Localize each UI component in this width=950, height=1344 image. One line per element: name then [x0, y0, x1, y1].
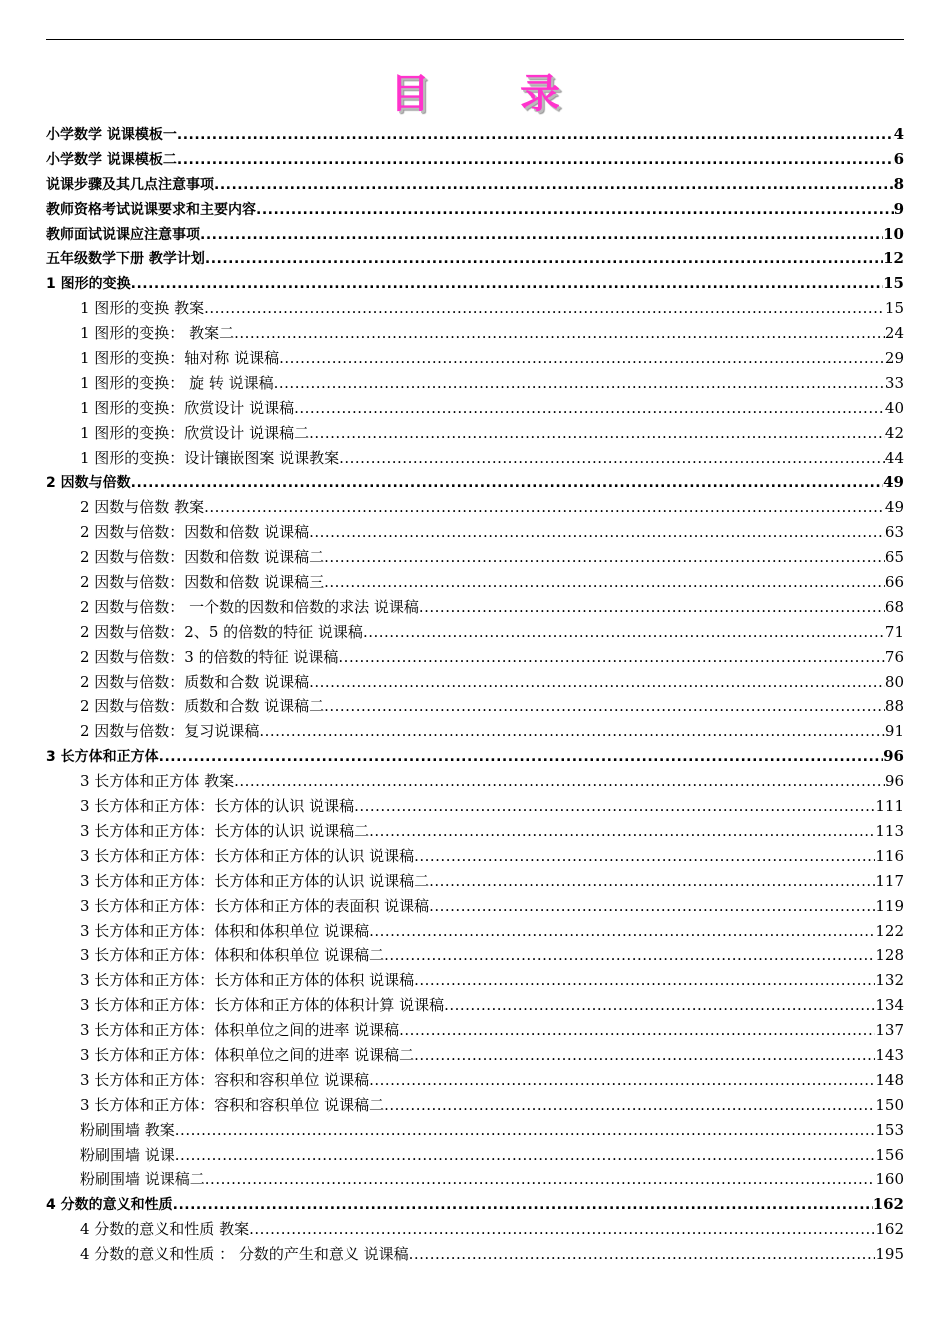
toc-entry[interactable]: [46, 794, 904, 819]
toc-entry-page: 160: [875, 1170, 904, 1189]
toc-entry-title: 1 图形的变换： 教案二: [80, 324, 235, 343]
toc-entry-title: 3 长方体和正方体：容积和容积单位 说课稿: [80, 1070, 370, 1089]
toc-leader-dots: [429, 869, 875, 894]
toc-entry[interactable]: [46, 1118, 904, 1143]
toc-entry-title: 小学数学 说课模板一: [46, 127, 177, 143]
toc-leader-dots: [419, 595, 885, 620]
toc-leader-dots: [309, 421, 885, 446]
toc-entry-title: 3 长方体和正方体：体积和体积单位 说课稿: [80, 921, 370, 940]
toc-leader-dots: [259, 719, 885, 744]
toc-entry-title: 教师资格考试说课要求和主要内容: [46, 201, 256, 218]
toc-entry-page: 71: [884, 622, 904, 641]
toc-entry[interactable]: [46, 694, 904, 719]
toc-entry-title: 粉刷围墙 教案: [80, 1120, 175, 1139]
toc-leader-dots: [204, 296, 885, 321]
toc-entry[interactable]: [46, 122, 904, 147]
toc-entry-page: 195: [875, 1245, 904, 1264]
toc-entry[interactable]: [46, 246, 904, 271]
toc-entry-page: 150: [875, 1095, 904, 1114]
toc-entry[interactable]: [46, 670, 904, 695]
toc-entry-page: 42: [884, 423, 904, 442]
toc-entry-title: 教师面试说课应注意事项: [46, 226, 200, 243]
toc-entry-title: 1 图形的变换：设计镶嵌图案 说课教案: [80, 448, 340, 467]
page-title: 目 录: [390, 71, 598, 117]
toc-leader-dots: [354, 794, 875, 819]
toc-entry-page: 96: [883, 747, 904, 766]
toc-entry-title: 2 因数与倍数：因数和倍数 说课稿三: [80, 573, 325, 592]
toc-entry[interactable]: [46, 645, 904, 670]
toc-entry[interactable]: [46, 197, 904, 222]
toc-entry[interactable]: [46, 495, 904, 520]
toc-leader-dots: [369, 1068, 875, 1093]
toc-entry[interactable]: [46, 595, 904, 620]
toc-entry-title: 4 分数的意义和性质: [46, 1197, 173, 1214]
toc-entry-page: 40: [884, 398, 904, 417]
toc-entry-title: 2 因数与倍数：质数和合数 说课稿: [80, 672, 310, 691]
toc-entry-title: 2 因数与倍数 教案: [80, 498, 205, 517]
toc-entry-title: 4 分数的意义和性质 教案: [80, 1220, 250, 1239]
toc-entry-title: 说课步骤及其几点注意事项: [46, 176, 214, 193]
toc-entry-page: 10: [883, 224, 904, 243]
toc-entry-page: 49: [884, 498, 904, 517]
toc-entry-title: 2 因数与倍数：3 的倍数的特征 说课稿: [80, 647, 339, 666]
toc-entry[interactable]: [46, 421, 904, 446]
toc-entry-page: 33: [884, 373, 904, 392]
toc-entry-page: 65: [884, 548, 904, 567]
toc-entry-page: 156: [875, 1145, 904, 1164]
toc-entry[interactable]: [46, 869, 904, 894]
toc-entry-title: 1 图形的变换：轴对称 说课稿: [80, 349, 280, 368]
toc-entry[interactable]: [46, 894, 904, 919]
toc-entry[interactable]: [46, 271, 904, 296]
table-of-contents: [46, 122, 904, 1267]
toc-entry[interactable]: [46, 844, 904, 869]
toc-entry-title: 1 图形的变换： 旋 转 说课稿: [80, 373, 274, 392]
toc-leader-dots: [369, 819, 875, 844]
toc-entry-title: 1 图形的变换 教案: [80, 299, 205, 318]
toc-leader-dots: [274, 371, 885, 396]
toc-entry-page: 153: [875, 1120, 904, 1139]
toc-leader-dots: [369, 919, 875, 944]
toc-entry-page: 162: [872, 1195, 904, 1214]
toc-entry[interactable]: [46, 1143, 904, 1168]
toc-entry-page: 6: [893, 149, 904, 168]
toc-entry-page: 96: [884, 772, 904, 791]
toc-entry-page: 111: [875, 797, 904, 816]
toc-entry-title: 粉刷围墙 说课稿二: [80, 1170, 205, 1189]
toc-entry[interactable]: [46, 446, 904, 471]
toc-entry-title: 1 图形的变换：欣赏设计 说课稿: [80, 398, 295, 417]
toc-entry[interactable]: [46, 1242, 904, 1267]
toc-entry-page: 143: [875, 1045, 904, 1064]
toc-entry[interactable]: [46, 396, 904, 421]
toc-entry[interactable]: [46, 620, 904, 645]
toc-entry[interactable]: [46, 371, 904, 396]
toc-entry[interactable]: [46, 1093, 904, 1118]
toc-entry-page: 88: [884, 697, 904, 716]
toc-leader-dots: [324, 545, 885, 570]
toc-entry-page: 15: [883, 274, 904, 293]
toc-leader-dots: [409, 1242, 876, 1267]
toc-entry-title: 2 因数与倍数：质数和合数 说课稿二: [80, 697, 325, 716]
toc-entry[interactable]: [46, 545, 904, 570]
toc-entry-page: 113: [875, 821, 904, 840]
toc-entry-page: 12: [883, 249, 904, 268]
toc-leader-dots: [279, 346, 885, 371]
toc-entry-page: 137: [875, 1021, 904, 1040]
toc-entry[interactable]: [46, 819, 904, 844]
toc-entry-title: 2 因数与倍数：因数和倍数 说课稿二: [80, 548, 325, 567]
toc-entry-title: 粉刷围墙 说课: [80, 1145, 175, 1164]
toc-leader-dots: [205, 1167, 876, 1192]
toc-leader-dots: [256, 198, 894, 223]
toc-entry-page: 132: [875, 971, 904, 990]
toc-leader-dots: [177, 148, 894, 173]
toc-entry-page: 162: [875, 1220, 904, 1239]
toc-leader-dots: [384, 1093, 875, 1118]
toc-entry-title: 3 长方体和正方体 教案: [80, 772, 235, 791]
toc-entry-title: 2 因数与倍数：因数和倍数 说课稿: [80, 523, 310, 542]
toc-entry[interactable]: [46, 222, 904, 247]
toc-entry[interactable]: [46, 968, 904, 993]
toc-entry-title: 3 长方体和正方体：长方体的认识 说课稿: [80, 797, 355, 816]
toc-entry-title: 五年级数学下册 教学计划: [46, 251, 205, 268]
toc-entry-title: 4 分数的意义和性质 ： 分数的产生和意义 说课稿: [80, 1245, 409, 1264]
toc-leader-dots: [324, 694, 885, 719]
toc-leader-dots: [414, 1043, 875, 1068]
toc-leader-dots: [131, 471, 884, 496]
toc-leader-dots: [173, 1193, 873, 1218]
toc-entry[interactable]: [46, 1167, 904, 1192]
toc-entry-title: 3 长方体和正方体：长方体和正方体的体积计算 说课稿: [80, 996, 445, 1015]
toc-leader-dots: [175, 1118, 876, 1143]
toc-entry-title: 2 因数与倍数: [46, 475, 131, 492]
toc-entry[interactable]: [46, 769, 904, 794]
toc-entry-title: 2 因数与倍数：复习说课稿: [80, 722, 260, 741]
toc-leader-dots: [131, 272, 884, 297]
toc-entry-page: 15: [884, 299, 904, 318]
toc-leader-dots: [214, 173, 894, 198]
toc-entry-page: 116: [875, 846, 904, 865]
toc-entry-title: 3 长方体和正方体: [46, 749, 159, 766]
toc-entry-page: 117: [875, 871, 904, 890]
toc-entry-title: 1 图形的变换：欣赏设计 说课稿二: [80, 423, 310, 442]
toc-leader-dots: [429, 894, 875, 919]
toc-entry[interactable]: [46, 520, 904, 545]
toc-leader-dots: [205, 247, 883, 272]
toc-entry[interactable]: [46, 993, 904, 1018]
toc-entry-title: 3 长方体和正方体：体积单位之间的进率 说课稿: [80, 1021, 400, 1040]
toc-leader-dots: [249, 1217, 875, 1242]
toc-leader-dots: [363, 620, 885, 645]
toc-leader-dots: [175, 1143, 876, 1168]
toc-entry-page: 8: [893, 174, 904, 193]
toc-entry-page: 66: [884, 573, 904, 592]
toc-entry[interactable]: [46, 1192, 904, 1217]
toc-entry-page: 9: [893, 199, 904, 218]
toc-leader-dots: [294, 396, 885, 421]
toc-entry-page: 91: [884, 722, 904, 741]
toc-entry[interactable]: [46, 1018, 904, 1043]
toc-leader-dots: [309, 670, 885, 695]
toc-leader-dots: [204, 495, 885, 520]
toc-entry-page: 128: [875, 946, 904, 965]
toc-entry[interactable]: [46, 744, 904, 769]
toc-entry[interactable]: [46, 1043, 904, 1068]
toc-entry-title: 3 长方体和正方体：体积和体积单位 说课稿二: [80, 946, 385, 965]
toc-entry[interactable]: [46, 719, 904, 744]
toc-entry-page: 119: [875, 896, 904, 915]
toc-leader-dots: [384, 943, 875, 968]
toc-entry-title: 3 长方体和正方体：长方体和正方体的体积 说课稿: [80, 971, 415, 990]
toc-leader-dots: [200, 223, 883, 248]
toc-leader-dots: [414, 968, 875, 993]
toc-entry-title: 3 长方体和正方体：长方体和正方体的认识 说课稿二: [80, 871, 430, 890]
toc-entry-title: 1 图形的变换: [46, 276, 131, 293]
toc-entry-title: 3 长方体和正方体：长方体和正方体的认识 说课稿: [80, 846, 415, 865]
toc-entry-page: 148: [875, 1070, 904, 1089]
toc-leader-dots: [309, 520, 885, 545]
toc-entry-page: 80: [884, 672, 904, 691]
toc-leader-dots: [339, 446, 885, 471]
toc-entry-title: 3 长方体和正方体：体积单位之间的进率 说课稿二: [80, 1045, 415, 1064]
toc-leader-dots: [324, 570, 885, 595]
toc-leader-dots: [234, 769, 885, 794]
toc-entry-title: 3 长方体和正方体：长方体的认识 说课稿二: [80, 821, 370, 840]
toc-entry-page: 29: [884, 349, 904, 368]
toc-entry[interactable]: [46, 570, 904, 595]
toc-entry-page: 44: [884, 448, 904, 467]
toc-entry-page: 122: [875, 921, 904, 940]
toc-leader-dots: [338, 645, 885, 670]
toc-entry-title: 小学数学 说课模板二: [46, 151, 177, 168]
toc-entry[interactable]: [46, 296, 904, 321]
toc-entry[interactable]: [46, 1217, 904, 1242]
toc-entry[interactable]: [46, 1068, 904, 1093]
toc-entry-title: 3 长方体和正方体：容积和容积单位 说课稿二: [80, 1095, 385, 1114]
toc-entry[interactable]: [46, 943, 904, 968]
toc-entry-title: 2 因数与倍数：2、5 的倍数的特征 说课稿: [80, 622, 363, 641]
toc-entry-page: 68: [884, 597, 904, 616]
toc-entry[interactable]: [46, 172, 904, 197]
toc-entry-page: 76: [884, 647, 904, 666]
toc-entry-page: 63: [884, 523, 904, 542]
toc-entry-page: 49: [883, 473, 904, 492]
toc-leader-dots: [234, 321, 885, 346]
toc-entry[interactable]: [46, 470, 904, 495]
toc-entry-title: 2 因数与倍数： 一个数的因数和倍数的求法 说课稿: [80, 597, 419, 616]
toc-entry-page: 24: [884, 324, 904, 343]
toc-entry[interactable]: [46, 346, 904, 371]
toc-leader-dots: [399, 1018, 875, 1043]
toc-leader-dots: [177, 123, 894, 148]
toc-entry[interactable]: [46, 919, 904, 944]
toc-leader-dots: [444, 993, 875, 1018]
toc-leader-dots: [159, 745, 884, 770]
toc-entry-page: 134: [875, 996, 904, 1015]
toc-entry[interactable]: [46, 147, 904, 172]
toc-leader-dots: [414, 844, 875, 869]
top-rule: [46, 39, 904, 40]
toc-entry-title: 3 长方体和正方体：长方体和正方体的表面积 说课稿: [80, 896, 430, 915]
toc-entry[interactable]: [46, 321, 904, 346]
toc-entry-page: 4: [893, 125, 904, 143]
